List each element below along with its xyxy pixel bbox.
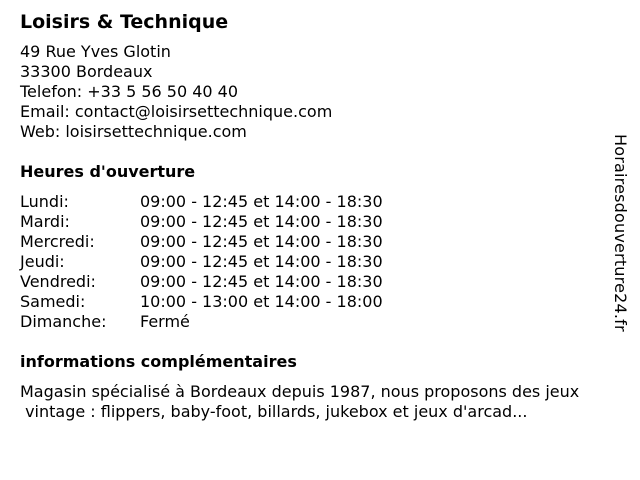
info-text bbox=[20, 382, 610, 422]
info-text-line-1: Magasin spécialisé à Bordeaux depuis 1987, nous proposons des jeux bbox=[20, 382, 580, 401]
contact-block bbox=[20, 42, 610, 142]
hours-row-vendredi bbox=[20, 272, 610, 292]
day-label: Jeudi: bbox=[20, 252, 65, 271]
business-card bbox=[20, 10, 610, 422]
time-range: 09:00 - 12:45 et 14:00 - 18:30 bbox=[140, 212, 383, 231]
day-label: Dimanche: bbox=[20, 312, 107, 331]
day-label: Samedi: bbox=[20, 292, 86, 311]
web-line[interactable]: Web: loisirsettechnique.com bbox=[20, 122, 247, 141]
time-range: 09:00 - 12:45 et 14:00 - 18:30 bbox=[140, 232, 383, 251]
info-text-line-2: vintage : flippers, baby-foot, billards, jukebox et jeux d'arcad... bbox=[20, 402, 528, 421]
info-heading: informations complémentaires bbox=[20, 352, 297, 371]
day-label: Lundi: bbox=[20, 192, 69, 211]
hours-row-jeudi bbox=[20, 252, 610, 272]
hours-row-lundi bbox=[20, 192, 610, 212]
hours-row-mardi bbox=[20, 212, 610, 232]
address-line-2: 33300 Bordeaux bbox=[20, 62, 153, 81]
day-label: Mardi: bbox=[20, 212, 70, 231]
phone-line[interactable]: Telefon: +33 5 56 50 40 40 bbox=[20, 82, 239, 101]
hours-row-samedi bbox=[20, 292, 610, 312]
email-line[interactable]: Email: contact@loisirsettechnique.com bbox=[20, 102, 333, 121]
address-line-1: 49 Rue Yves Glotin bbox=[20, 42, 171, 61]
business-name: Loisirs & Technique bbox=[20, 11, 229, 33]
hours-heading: Heures d'ouverture bbox=[20, 162, 196, 181]
time-range: 09:00 - 12:45 et 14:00 - 18:30 bbox=[140, 192, 383, 211]
watermark-text: Horairesdouverture24.fr bbox=[611, 134, 630, 332]
time-range: Fermé bbox=[140, 312, 190, 331]
hours-row-mercredi bbox=[20, 232, 610, 252]
hours-row-dimanche bbox=[20, 312, 610, 332]
time-range: 09:00 - 12:45 et 14:00 - 18:30 bbox=[140, 252, 383, 271]
day-label: Mercredi: bbox=[20, 232, 95, 251]
time-range: 09:00 - 12:45 et 14:00 - 18:30 bbox=[140, 272, 383, 291]
time-range: 10:00 - 13:00 et 14:00 - 18:00 bbox=[140, 292, 383, 311]
day-label: Vendredi: bbox=[20, 272, 96, 291]
opening-hours-table bbox=[20, 192, 610, 332]
